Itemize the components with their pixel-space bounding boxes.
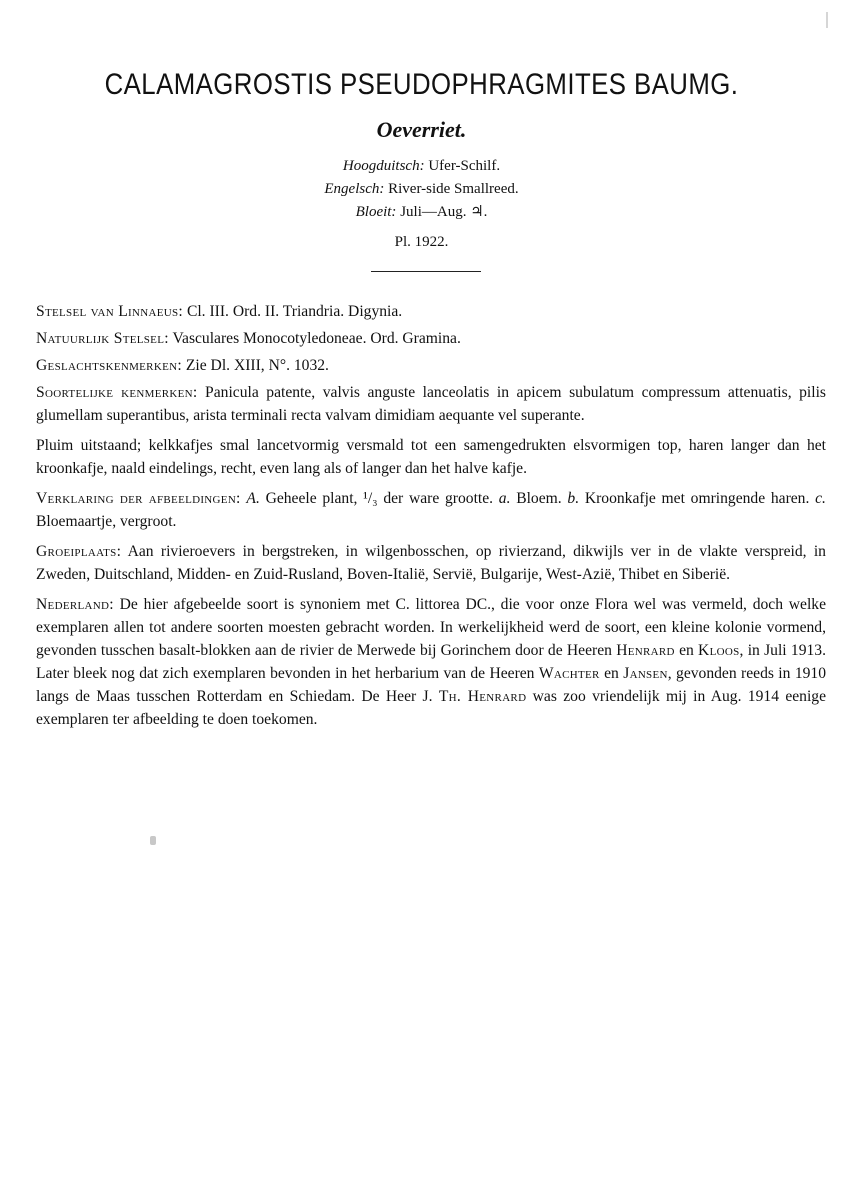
figure-text-4: Kroonkafje met omringende haren. (584, 490, 810, 507)
linnaeus-label: Stelsel van Linnaeus: (36, 303, 184, 320)
dutch-common-name: Oeverriet. (376, 117, 467, 142)
habitat-section (36, 540, 826, 586)
habitat-text: Aan rivieroevers in bergstreken, in wilgenbosschen, op rivierzand, dikwijls ver in de vlakte verspreid, in Zweden, Duitschland, Midden- en Zuid-Rusland, Boven-Italië, Servië, Bulgarije, West-Azië, Thibet en Siberië. (36, 543, 826, 583)
natural-system-label: Natuurlijk Stelsel: (36, 330, 169, 347)
figure-text-1: Geheele plant, (265, 490, 358, 507)
german-name-line (0, 155, 843, 178)
genus-section (36, 354, 826, 377)
figure-fraction: ¹/₃ (363, 490, 378, 507)
genus-text: Zie Dl. XIII, N°. 1032. (185, 357, 329, 374)
netherlands-label: Nederland: (36, 596, 114, 613)
netherlands-text-1: De hier afgebeelde soort is synoniem met C. littorea DC., die voor onze Flora wel was vermeld, doch welke exemplaren allen tot andere soorten moesten gebracht worden. In werkelijkheid werd de soort, een kleine kolonie vormend, gevonden tusschen basalt-blokken aan de rivier de Merwede bij Gorinchem door de Heeren (36, 596, 827, 659)
vernacular-names (0, 155, 843, 254)
netherlands-text-4: en (604, 665, 619, 682)
species-section (36, 381, 826, 427)
german-value: Ufer-Schilf. (428, 158, 501, 174)
figure-a: a. (498, 490, 511, 507)
netherlands-text-2: en (679, 642, 694, 659)
figure-b: b. (567, 490, 580, 507)
genus-label: Geslachtskenmerken: (36, 357, 182, 374)
scan-mark (150, 836, 156, 845)
plate-number: Pl. 1922. (394, 234, 449, 250)
collector-name-4: Jansen (623, 665, 668, 682)
netherlands-text-3: , in Juli 1913. Later bleek nog dat zich exemplaren bevonden in het herbarium van de Heeren (36, 642, 826, 682)
linnaeus-text: Cl. III. Ord. II. Triandria. Digynia. (186, 303, 403, 320)
natural-system-text: Vasculares Monocotyledoneae. Ord. Gramina. (172, 330, 461, 347)
german-label: Hoogduitsch: (342, 158, 425, 174)
figure-text-3: Bloem. (516, 490, 562, 507)
figures-label: Verklaring der afbeeldingen: (36, 490, 241, 507)
scan-speck (826, 12, 828, 28)
figure-text-2: der ware grootte. (383, 490, 494, 507)
bloom-line (0, 201, 843, 224)
species-text: Panicula patente, valvis anguste lanceolatis in apicem subulatum compressum attenuatis, pilis glumellam superantibus, arista terminali recta valvam dimidiam aequante vel superante. (36, 384, 826, 424)
page-title: CALAMAGROSTIS PSEUDOPHRAGMITES BAUMG. (104, 68, 739, 101)
habitat-label: Groeiplaats: (36, 543, 122, 560)
natural-system-section (36, 327, 826, 350)
figure-c: c. (815, 490, 826, 507)
species-dutch-section: Pluim uitstaand; kelkkafjes smal lancetvormig versmald tot een samengedrukten elsvormigen top, haren langer dan het kroonkafje, naald eindelings, recht, even lang als of langer dan het halve kafje. (36, 437, 826, 477)
description-body (36, 300, 826, 738)
collector-name-5: Th. Henrard (438, 688, 527, 705)
english-label: Engelsch: (324, 181, 385, 197)
english-value: River-side Smallreed. (388, 181, 519, 197)
netherlands-text-6: was zoo vriendelijk mij in Aug. 1914 eenige exemplaren ter afbeelding te doen toekomen. (36, 688, 827, 728)
figure-text-5: Bloemaartje, vergroot. (36, 513, 177, 530)
collector-name-1: Henrard (616, 642, 675, 659)
english-name-line (0, 178, 843, 201)
bloom-value: Juli—Aug. ♃. (400, 204, 488, 220)
bloom-label: Bloeit: (355, 204, 397, 220)
figures-section (36, 487, 826, 533)
figure-a-upper: A. (246, 490, 260, 507)
netherlands-section (36, 593, 826, 731)
collector-name-3: Wachter (538, 665, 600, 682)
netherlands-text-5: , gevonden reeds in 1910 langs de Maas tusschen Rotterdam en Schiedam. De Heer J. (36, 665, 827, 705)
species-label: Soortelijke kenmerken: (36, 384, 198, 401)
linnaeus-section (36, 300, 826, 323)
collector-name-2: Kloos (698, 642, 740, 659)
divider (371, 271, 481, 272)
